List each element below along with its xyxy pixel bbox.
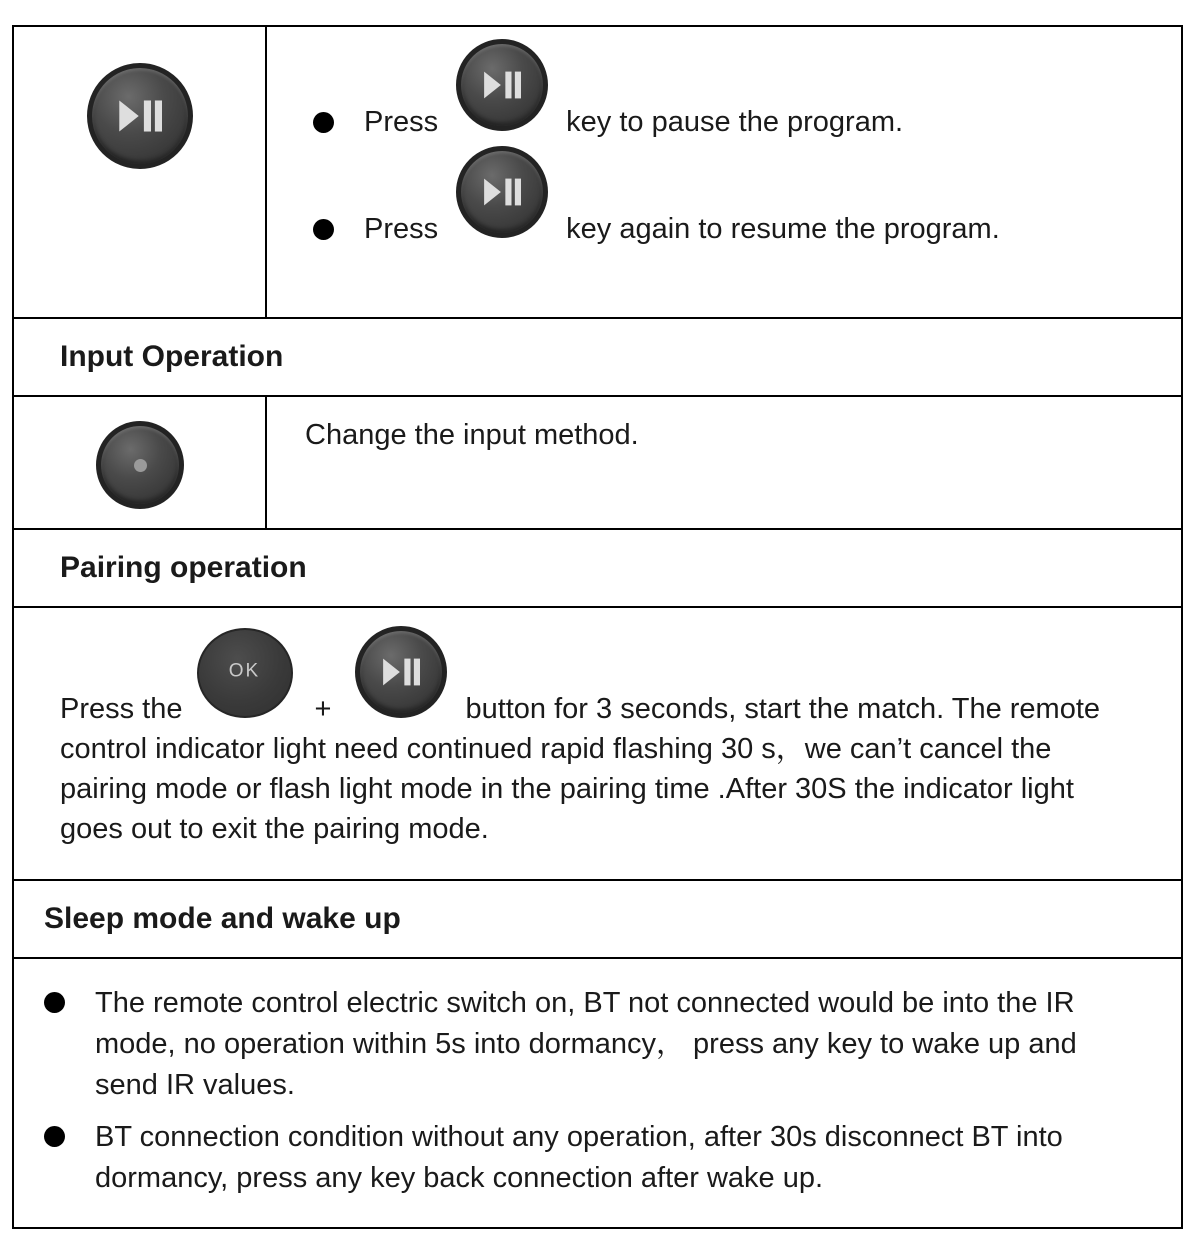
pairing-text-before: Press the — [60, 693, 183, 725]
section-header-input-operation: Input Operation — [14, 317, 1181, 395]
play-pause-button-icon — [456, 146, 548, 238]
bullet-icon — [313, 112, 334, 133]
sleep-instruction-text: The remote control electric switch on, BT not connected would be into the IR mode, no operation within 5s into dormancy， press any key to wake up and send IR values. — [95, 987, 1077, 1102]
input-key-cell — [14, 397, 267, 528]
play-pause-glyph — [479, 66, 525, 104]
manual-table — [12, 25, 1183, 1229]
instruction-text: key again to resume the program. — [566, 212, 1000, 245]
plus-sign: + — [314, 693, 332, 725]
input-instruction-text: Change the input method. — [305, 419, 639, 451]
instruction-text: Press — [364, 106, 439, 138]
list-item — [44, 983, 1151, 1107]
section-header-sleep-mode: Sleep mode and wake up — [14, 879, 1181, 957]
row-play-pause — [14, 27, 1181, 317]
play-pause-glyph — [378, 653, 424, 691]
bullet-icon — [313, 219, 334, 240]
bullet-icon — [44, 1126, 65, 1147]
play-pause-glyph — [114, 94, 166, 138]
instruction-text: Press — [364, 212, 439, 245]
ok-button-label: OK — [228, 660, 261, 682]
play-pause-button-icon — [355, 626, 447, 718]
list-item — [313, 39, 1161, 142]
sleep-instruction-text: BT connection condition without any operation, after 30s disconnect BT into dormancy, press any key back connection after wake up. — [95, 1120, 1063, 1194]
row-sleep-instructions — [14, 957, 1181, 1227]
play-pause-button-icon — [456, 39, 548, 131]
ok-button-icon — [197, 628, 293, 718]
play-pause-button-icon — [87, 63, 193, 169]
play-pause-glyph — [479, 173, 525, 211]
play-pause-key-cell — [14, 27, 267, 317]
row-pairing-instructions — [14, 606, 1181, 879]
pairing-paragraph — [60, 626, 1139, 849]
list-item — [44, 1117, 1151, 1199]
instruction-text: key to pause the program. — [566, 106, 904, 138]
pairing-text-after: button for 3 seconds, start the match. The remote control indicator light need continued rapid flashing 30 s，we can’t cancel the pairing mode or flash light mode in the pairing time .After 30S the indicator light goes out to exit the pairing mode. — [60, 693, 1101, 846]
section-header-pairing-operation: Pairing operation — [14, 528, 1181, 606]
play-pause-instructions — [267, 27, 1181, 317]
bullet-icon — [44, 992, 65, 1013]
list-item — [313, 146, 1161, 249]
dot-icon — [134, 459, 147, 472]
row-input-method — [14, 395, 1181, 528]
input-button-icon — [96, 421, 184, 509]
